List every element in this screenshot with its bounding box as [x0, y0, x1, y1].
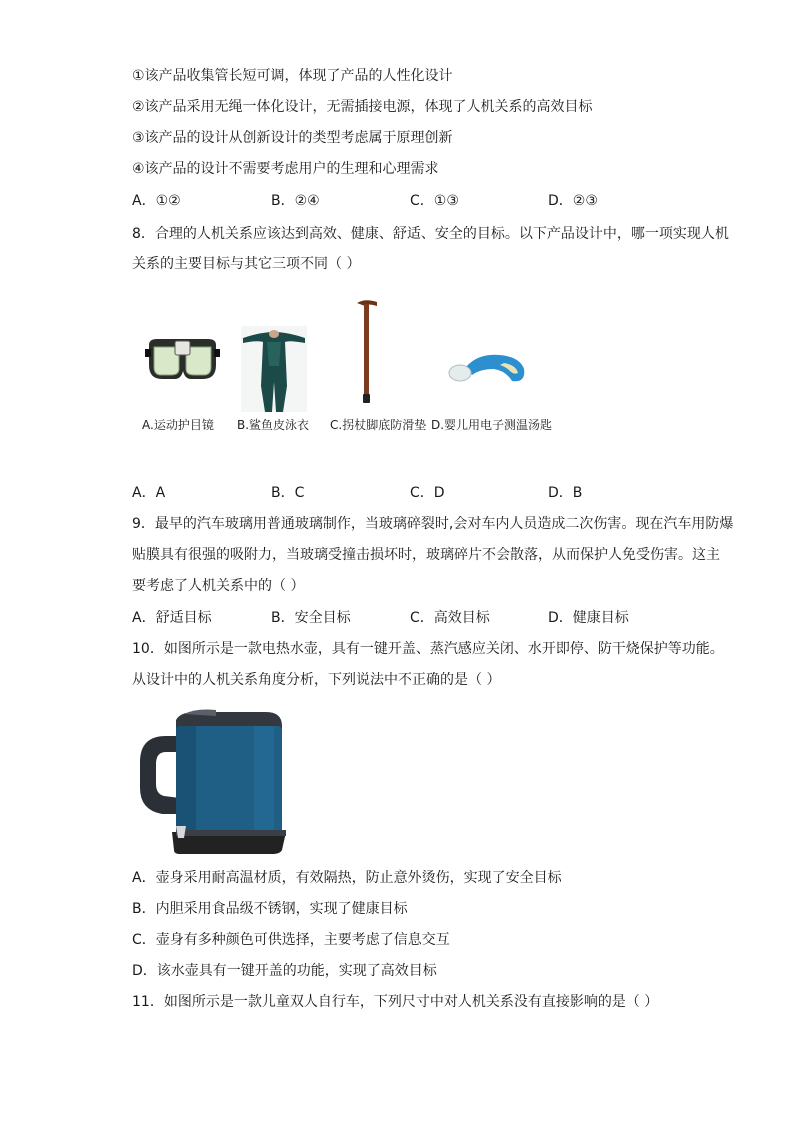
baby-spoon-image	[448, 349, 528, 387]
shark-skin-swimsuit-image	[241, 326, 307, 412]
q7-statement-3: ③该产品的设计从创新设计的类型考虑属于原理创新	[132, 130, 453, 146]
caption-b: B.鲨鱼皮泳衣	[237, 418, 310, 432]
q9-stem-line-1: 9．最早的汽车玻璃用普通玻璃制作，当玻璃碎裂时,会对车内人员造成二次伤害。现在汽车用防爆	[132, 516, 734, 532]
q7-option-a[interactable]: A．①②	[132, 193, 181, 209]
q9-option-a[interactable]: A．舒适目标	[132, 610, 212, 626]
q8-stem-line-2: 关系的主要目标与其它三项不同（ ）	[132, 256, 361, 272]
q10-option-c[interactable]: C．壶身有多种颜色可供选择，主要考虑了信息交互	[132, 932, 450, 948]
cane-image	[355, 298, 379, 404]
q8-option-c[interactable]: C．D	[410, 485, 445, 501]
q9-stem-line-3: 要考虑了人机关系中的（ ）	[132, 578, 305, 594]
q8-option-a[interactable]: A．A	[132, 485, 166, 501]
electric-kettle-image	[136, 706, 286, 854]
sports-goggles-image	[145, 335, 220, 387]
q11-stem-line-1: 11．如图所示是一款儿童双人自行车，下列尺寸中对人机关系没有直接影响的是（ ）	[132, 994, 659, 1010]
q10-stem-line-1: 10．如图所示是一款电热水壶，具有一键开盖、蒸汽感应关闭、水开即停、防干烧保护等功能。	[132, 641, 724, 657]
q7-statement-4: ④该产品的设计不需要考虑用户的生理和心理需求	[132, 161, 439, 177]
q8-option-d[interactable]: D．B	[548, 485, 583, 501]
q9-option-b[interactable]: B．安全目标	[271, 610, 351, 626]
q10-stem-line-2: 从设计中的人机关系角度分析，下列说法中不正确的是（ ）	[132, 672, 501, 688]
q10-option-d[interactable]: D．该水壶具有一键开盖的功能，实现了高效目标	[132, 963, 437, 979]
q8-option-b[interactable]: B．C	[271, 485, 305, 501]
q7-statement-1: ①该产品收集管长短可调，体现了产品的人性化设计	[132, 68, 453, 84]
caption-d: D.婴儿用电子测温汤匙	[431, 418, 553, 432]
q10-option-b[interactable]: B．内胆采用食品级不锈钢，实现了健康目标	[132, 901, 408, 917]
q10-option-a[interactable]: A．壶身采用耐高温材质，有效隔热，防止意外烫伤，实现了安全目标	[132, 870, 562, 886]
q9-stem-line-2: 贴膜具有很强的吸附力，当玻璃受撞击损坏时，玻璃碎片不会散落，从而保护人免受伤害。这主	[132, 547, 720, 563]
q9-option-d[interactable]: D．健康目标	[548, 610, 629, 626]
q7-option-b[interactable]: B．②④	[271, 193, 320, 209]
q9-option-c[interactable]: C．高效目标	[410, 610, 490, 626]
q7-option-d[interactable]: D．②③	[548, 193, 598, 209]
q7-statement-2: ②该产品采用无绳一体化设计，无需插接电源，体现了人机关系的高效目标	[132, 99, 593, 115]
caption-a: A.运动护目镜	[142, 418, 214, 432]
q8-stem-line-1: 8．合理的人机关系应该达到高效、健康、舒适、安全的目标。以下产品设计中，哪一项实现人机	[132, 226, 729, 242]
caption-c: C.拐杖脚底防滑垫	[330, 418, 427, 432]
q7-option-c[interactable]: C．①③	[410, 193, 459, 209]
